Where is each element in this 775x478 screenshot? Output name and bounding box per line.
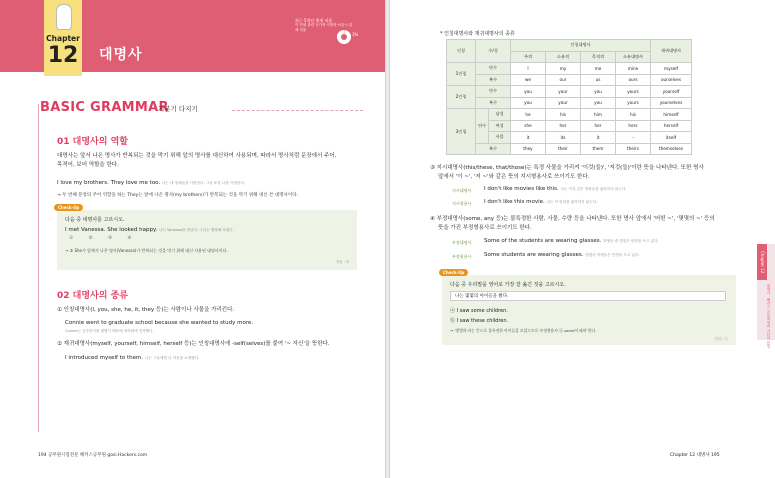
item2-example-text: I introduced myself to them. <box>65 355 144 361</box>
table-row <box>447 143 692 155</box>
table-cell: he <box>511 109 546 121</box>
check-example-text: I met Vanessa. She looked happy. <box>65 227 158 233</box>
table-cell: yourselves <box>651 97 692 109</box>
section-heading-1: 01 대명사의 역할 <box>57 137 128 147</box>
demonstrative-example2-translation: 나는 이 영화를 좋아하지 않는다. <box>546 200 598 204</box>
demonstrative-example1-text: I don't like movies like this. <box>484 186 559 192</box>
table-cell: yourself <box>651 86 692 98</box>
indefinite-adjective-tag: 부정형용사 <box>452 254 472 259</box>
demonstrative-example2 <box>484 199 597 205</box>
table-cell: his <box>616 109 651 121</box>
cell-number: 여성 <box>489 120 511 132</box>
table-title: * 인칭대명사와 재귀대명사의 종류 <box>440 31 515 37</box>
demonstrative-example1-translation: 나는 이것 같은 영화들을 좋아하지 않는다. <box>560 187 627 191</box>
check-up-tag: Check-Up <box>54 204 83 211</box>
table-row <box>447 63 692 75</box>
left-page <box>0 0 385 478</box>
table-cell: you <box>581 86 616 98</box>
demonstrative-adjective-tag: 지시형용사 <box>452 201 472 206</box>
cell-number: 복수 <box>476 97 511 109</box>
check-prompt-box: 나는 몇몇의 아이들을 봤다. <box>450 291 726 301</box>
table-cell: himself <box>651 109 692 121</box>
table-row <box>447 74 692 86</box>
check-question: 다음 중 우리말을 영어로 가장 잘 옮긴 것을 고르시오. <box>450 282 566 288</box>
check-up-tag: Check-Up <box>439 269 468 276</box>
indefinite-example2-text: Some students are wearing glasses. <box>484 252 584 258</box>
table-cell: I <box>511 63 546 75</box>
table-cell: mine <box>616 63 651 75</box>
marker-3: ③ <box>107 236 113 241</box>
check-answer: 정답 : ⓐ <box>714 337 728 341</box>
table-cell: yours <box>616 97 651 109</box>
table-cell: their <box>546 143 581 155</box>
cell-person: 2인칭 <box>447 86 476 109</box>
cell-number: 복수 <box>476 143 511 155</box>
section2-item1: ① 인칭대명사(I, you, she, he, it, they 등)는 사람이나 사물을 가리킨다. <box>57 307 235 313</box>
chapter-side-tab-label: Chapter 12 <box>757 244 767 280</box>
demonstrative-pronoun-tag: 지시대명사 <box>452 188 472 193</box>
table-cell: him <box>581 109 616 121</box>
table-cell: my <box>546 63 581 75</box>
table-cell: they <box>511 143 546 155</box>
table-cell: herself <box>651 120 692 132</box>
table-cell: your <box>546 97 581 109</box>
basic-grammar-subtitle: 기본기 다지기 <box>158 105 198 113</box>
cell-number: 사물 <box>489 132 511 144</box>
marker-4: ④ <box>127 236 132 241</box>
demonstrative-example2-text: I don't like this movie. <box>484 199 545 205</box>
col-nominative: 주격 <box>511 51 546 63</box>
section1-para-line2: 목적어, 보어 역할을 한다. <box>57 162 119 168</box>
table-cell: her <box>581 120 616 132</box>
table-cell: our <box>546 74 581 86</box>
table-cell: we <box>511 74 546 86</box>
indefinite-example2-translation: 몇몇의 학생들은 안경을 쓰고 있다. <box>585 253 640 257</box>
table-cell: it <box>581 132 616 144</box>
demonstrative-line1: ③ 지시대명사(this/these, that/those)는 특정 사물을 가리켜 '이것(들)', '저것(들)'이란 뜻을 나타낸다. 또한 명사 <box>430 165 704 171</box>
indefinite-example1 <box>484 238 659 244</box>
section1-para-line1: 대명사는 앞서 나온 명사가 반복되는 것을 막기 위해 앞의 명사를 대신하여 사용되며, 따라서 명사처럼 문장에서 주어, <box>57 153 337 159</box>
table-cell: her <box>546 120 581 132</box>
table-row <box>447 97 692 109</box>
table-cell: she <box>511 120 546 132</box>
cell-number: 단수 <box>476 86 511 98</box>
left-footer: 194 공무원시험전문 해커스공무원 gosi.Hackers.com <box>38 453 148 458</box>
table-cell: themselves <box>651 143 692 155</box>
section-heading-2: 02 대명사의 종류 <box>57 291 128 301</box>
check-explanation: → ③ She가 앞에서 나온 명사(Vanessa)가 반복되는 것을 막기 위해 대신 사용된 대명사이다. <box>65 248 228 253</box>
example-translation: 나는 내 형제들을 사랑한다. 그들 또한 나를 사랑한다. <box>161 181 246 185</box>
section2-item1-translation: Connie는 공부하기를 원했기 때문에 대학원에 진학했다. <box>65 329 154 333</box>
check-explanation: → '몇몇의'라는 뜻으로 불특정한 아이들을 모았으므로 부정형용사 ⓐ some이 와야 한다. <box>450 328 597 333</box>
table-cell: theirs <box>616 143 651 155</box>
section2-item2: ② 재귀대명사(myself, yourself, himself, herself 등)는 인칭대명사에 -self(selves)를 붙여 '~ 자신'을 뜻한다. <box>57 341 330 347</box>
col-possessive: 소유격 <box>546 51 581 63</box>
table-cell: you <box>581 97 616 109</box>
check-example-translation: 나는 Vanessa를 만났다. 그녀는 행복해 보였다. <box>158 228 234 232</box>
indefinite-pronoun-tag: 부정대명사 <box>452 240 472 245</box>
example-text: I love my brothers. They love me too. <box>57 180 161 186</box>
indefinite-example1-text: Some of the students are wearing glasses. <box>484 238 602 244</box>
basic-grammar-title: BASIC GRAMMAR <box>40 100 169 115</box>
check-answer: 정답 : ③ <box>335 260 349 264</box>
check-question: 다음 중 대명사를 고르시오. <box>65 217 125 223</box>
header-reflexive: 재귀대명사 <box>651 40 692 63</box>
marker-2: ② <box>88 236 93 241</box>
col-possessive-pronoun: 소유대명사 <box>616 51 651 63</box>
col-number: 수/성 <box>476 40 511 63</box>
check-up-box-1 <box>57 205 357 270</box>
table-row <box>447 86 692 98</box>
chapter-title: 대명사 <box>99 47 143 63</box>
ratio-percent: 3% <box>352 32 359 37</box>
divider <box>232 110 363 111</box>
chapter-side-tab-text: 대명사 · 해커스 공무원 영어 기본서 문법 <box>767 284 771 348</box>
table-cell: it <box>511 132 546 144</box>
section2-item1-example: Connie went to graduate school because she wanted to study more. <box>65 320 254 326</box>
indefinite-example1-translation: 학생들 중 몇몇은 안경을 쓰고 있다. <box>603 239 659 243</box>
cell-number: 남성 <box>489 109 511 121</box>
check-markers <box>69 236 132 241</box>
table-cell: ours <box>616 74 651 86</box>
right-footer: Chapter 12 대명사 195 <box>670 453 720 458</box>
ratio-caption-line1: 최근 5개년 출제 비율 <box>295 18 333 23</box>
demonstrative-line2: 앞에서 '이 ~', '저 ~'와 같은 뜻의 지시형용사로 쓰이기도 한다. <box>438 174 590 180</box>
item2-translation: 나는 그들에게 나 자신을 소개했다. <box>144 356 200 360</box>
cell-person: 3인칭 <box>447 109 476 155</box>
table-cell: - <box>616 132 651 144</box>
indefinite-example2 <box>484 252 640 258</box>
chapter-badge <box>44 0 82 76</box>
choice-b[interactable]: ⓑ I saw these children. <box>450 318 509 324</box>
header-personal: 인칭대명사 <box>511 40 651 52</box>
cell-person: 1인칭 <box>447 63 476 86</box>
table-cell: hers <box>616 120 651 132</box>
chapter-word: Chapter <box>46 34 80 43</box>
check-up-box-2 <box>442 270 736 345</box>
cell-singular: 단수 <box>476 109 489 144</box>
ratio-donut-icon <box>337 30 351 44</box>
marker-1: ① <box>69 236 74 241</box>
table-cell: us <box>581 74 616 86</box>
example-note: → 두 번째 문장의 주어 역할을 하는 They는 앞에 나온 명사(my brothers)가 반복되는 것을 막기 위해 대신 쓴 대명사이다. <box>57 193 299 198</box>
table-cell: his <box>546 109 581 121</box>
table-cell: them <box>581 143 616 155</box>
col-person: 인칭 <box>447 40 476 63</box>
pronoun-table <box>446 39 692 155</box>
table-cell: myself <box>651 63 692 75</box>
demonstrative-example1 <box>484 186 626 192</box>
ratio-caption-line2: 이 단원 관련 국가직·지방직·서울시 출제 비율 <box>295 23 353 32</box>
table-cell: itself <box>651 132 692 144</box>
section2-item2-example <box>65 354 365 363</box>
table-cell: yours <box>616 86 651 98</box>
table-cell: me <box>581 63 616 75</box>
example-sentence <box>57 179 357 188</box>
chapter-number: 12 <box>47 43 79 68</box>
col-objective: 목적격 <box>581 51 616 63</box>
cell-number: 단수 <box>476 63 511 75</box>
cell-number: 복수 <box>476 74 511 86</box>
indefinite-line1: ④ 부정대명사(some, any 등)는 불특정한 사람, 사물, 수량 등을 나타낸다. 또한 명사 앞에서 '어떤 ~', '몇몇의 ~' 등의 <box>430 216 715 222</box>
choice-a[interactable]: ⓐ I saw some children. <box>450 308 508 314</box>
table-cell: you <box>511 97 546 109</box>
indefinite-line2: 뜻을 가진 부정형용사로 쓰이기도 한다. <box>438 225 532 231</box>
table-cell: its <box>546 132 581 144</box>
mascot-icon <box>56 4 72 30</box>
table-row <box>447 109 692 121</box>
table-cell: you <box>511 86 546 98</box>
table-cell: your <box>546 86 581 98</box>
check-example <box>65 227 234 233</box>
table-cell: ourselves <box>651 74 692 86</box>
